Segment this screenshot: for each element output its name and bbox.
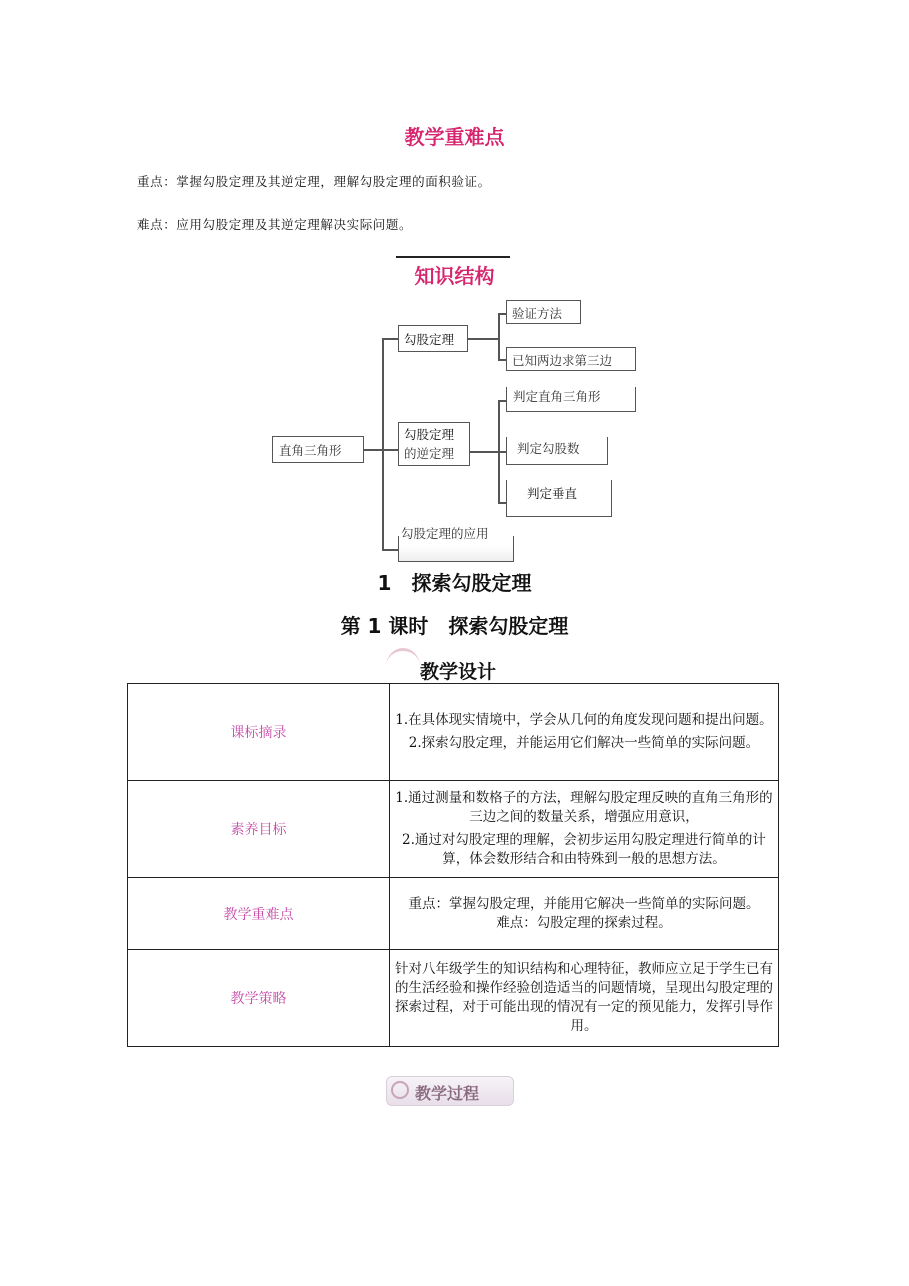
diagram-child-label: 判定垂直 <box>527 486 578 501</box>
connector <box>364 449 382 451</box>
design-heading: 教学设计 <box>420 661 497 683</box>
process-badge <box>386 1076 514 1106</box>
table-row-label: 教学策略 <box>128 950 390 1047</box>
design-heading-decor <box>386 648 420 685</box>
structure-heading-rule <box>396 256 510 258</box>
connector <box>382 549 398 551</box>
diagram-root-box <box>272 436 364 463</box>
connector <box>468 338 498 340</box>
connector <box>498 400 506 402</box>
connector <box>470 451 498 453</box>
diagram-child-label: 判定勾股数 <box>517 441 580 456</box>
table-row-line: 1.在具体现实情境中，学会从几何的角度发现问题和提出问题。 <box>395 712 773 728</box>
diagram-child-label: 验证方法 <box>512 306 563 321</box>
table-row-label: 课标摘录 <box>128 684 390 781</box>
table-row <box>128 878 779 950</box>
difficult-point-text: 难点：应用勾股定理及其逆定理解决实际问题。 <box>137 217 413 232</box>
diagram-child-box <box>506 347 636 371</box>
structure-heading: 知识结构 <box>414 264 495 288</box>
diagram-child-box <box>506 387 636 412</box>
diagram-root-label: 直角三角形 <box>279 443 342 458</box>
table-row-line: 2.通过对勾股定理的理解，会初步运用勾股定理进行简单的计算，体会数形结合和由特殊到一般的思想方法。 <box>402 832 766 867</box>
table-row-line: 重点：掌握勾股定理，并能用它解决一些简单的实际问题。 <box>408 895 760 912</box>
table-row-line: 1.通过测量和数格子的方法，理解勾股定理反映的直角三角形的三边之间的数量关系，增强应用意识， <box>395 790 773 825</box>
connector <box>382 449 398 451</box>
table-row-content <box>390 950 779 1047</box>
diagram-branch1-box <box>398 325 468 352</box>
table-row <box>128 950 779 1047</box>
table-row-line: 2.探索勾股定理，并能运用它们解决一些简单的实际问题。 <box>408 735 760 751</box>
connector <box>498 451 506 453</box>
lesson-title: 第 1 课时 探索勾股定理 <box>340 614 569 638</box>
table-row-content <box>390 781 779 878</box>
diagram-child-box <box>506 300 581 324</box>
diagram-branch2-label-line1: 勾股定理 <box>404 427 455 442</box>
table-row <box>128 684 779 781</box>
key-points-heading: 教学重难点 <box>404 125 505 149</box>
design-table <box>127 683 779 1047</box>
key-point-text: 重点：掌握勾股定理及其逆定理，理解勾股定理的面积验证。 <box>137 174 491 189</box>
table-row-line: 针对八年级学生的知识结构和心理特征，教师应立足于学生已有的生活经验和操作经验创造适当的问题情境，呈现出勾股定理的探索过程，对于可能出现的情况有一定的预见能力，发挥引导作用。 <box>395 961 773 1034</box>
table-row-line: 难点：勾股定理的探索过程。 <box>496 914 672 931</box>
connector <box>382 338 398 340</box>
diagram-child-label: 已知两边求第三边 <box>512 353 613 368</box>
diagram-child-label: 判定直角三角形 <box>513 389 601 404</box>
section-title: 1 探索勾股定理 <box>377 571 532 595</box>
diagram-branch1-label: 勾股定理 <box>404 332 455 347</box>
connector <box>382 338 384 550</box>
table-row-label: 素养目标 <box>128 781 390 878</box>
table-row-content <box>390 878 779 950</box>
table-row-content <box>390 684 779 781</box>
connector <box>498 502 506 504</box>
diagram-branch2-label-line2: 的逆定理 <box>404 446 455 461</box>
diagram-branch2-box <box>398 422 470 466</box>
table-row-label: 教学重难点 <box>128 878 390 950</box>
connector <box>498 359 506 361</box>
connector <box>498 313 500 360</box>
badge-icon <box>391 1081 409 1099</box>
diagram-branch3-label: 勾股定理的应用 <box>401 526 489 541</box>
process-badge-label: 教学过程 <box>415 1084 480 1103</box>
connector <box>498 313 506 315</box>
diagram-child-box <box>506 480 612 517</box>
diagram-child-box <box>506 437 608 465</box>
table-row <box>128 781 779 878</box>
